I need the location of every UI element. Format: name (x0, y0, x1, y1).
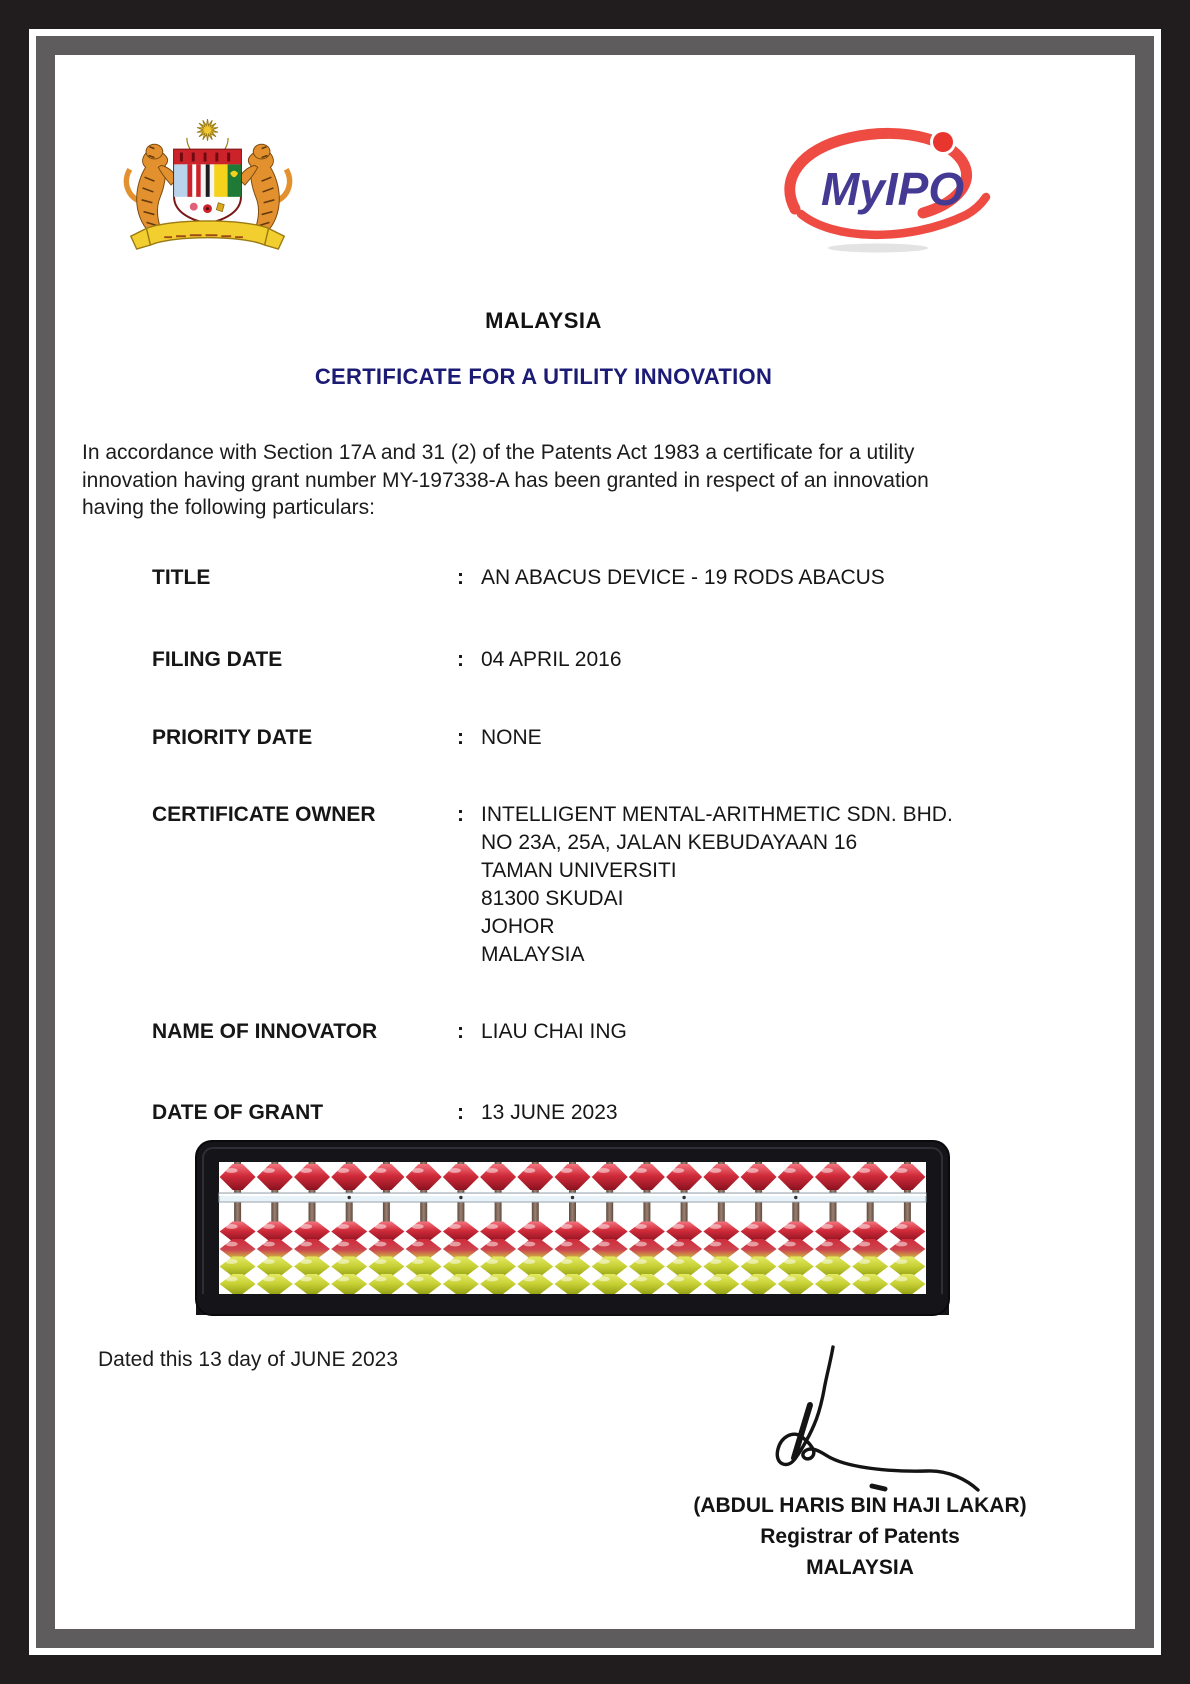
field-label: PRIORITY DATE (152, 726, 313, 749)
signature-image (695, 1330, 1005, 1500)
owner-line: JOHOR (481, 915, 555, 938)
signatory-block (660, 1490, 1060, 1583)
shield-icon (174, 150, 241, 224)
malaysia-coat-of-arms (117, 113, 299, 263)
country-title: MALAYSIA (485, 308, 602, 333)
field-label: TITLE (152, 566, 211, 589)
field-colon: : (457, 1101, 464, 1124)
myipo-dot-icon (933, 132, 953, 152)
federal-star-icon (197, 119, 218, 141)
field-label: CERTIFICATE OWNER (152, 803, 376, 826)
certificate-title: CERTIFICATE FOR A UTILITY INNOVATION (314, 364, 773, 389)
owner-line: INTELLIGENT MENTAL-ARITHMETIC SDN. BHD. (481, 803, 953, 826)
field-colon: : (457, 803, 464, 826)
frame-white-ring (29, 29, 1161, 1655)
myipo-logo (773, 117, 988, 257)
logo-shadow (828, 244, 928, 253)
intro-line: having the following particulars: (82, 496, 375, 519)
owner-line: 81300 SKUDAI (481, 887, 624, 910)
owner-line: MALAYSIA (481, 943, 585, 966)
signature-stroke (872, 1486, 885, 1489)
signatory-role: Registrar of Patents (760, 1525, 960, 1548)
field-label: FILING DATE (152, 648, 283, 671)
field-colon: : (457, 566, 464, 589)
signatory-country: MALAYSIA (806, 1556, 914, 1579)
field-value: LIAU CHAI ING (481, 1020, 627, 1043)
field-value: 04 APRIL 2016 (481, 648, 622, 671)
field-value (481, 801, 1031, 969)
field-value: AN ABACUS DEVICE - 19 RODS ABACUS (481, 566, 885, 589)
field-value: NONE (481, 726, 542, 749)
signatory-name: (ABDUL HARIS BIN HAJI LAKAR) (693, 1494, 1027, 1517)
intro-line: innovation having grant number MY-197338-A has been granted in respect of an innovation (82, 468, 929, 492)
owner-line: TAMAN UNIVERSITI (481, 859, 677, 882)
field-colon: : (457, 648, 464, 671)
myipo-wordmark: MyIPO (821, 163, 965, 215)
field-label: NAME OF INNOVATOR (152, 1020, 378, 1043)
field-colon: : (457, 1020, 464, 1043)
field-colon: : (457, 726, 464, 749)
intro-paragraph (82, 439, 1022, 522)
intro-line: In accordance with Section 17A and 31 (2) of the Patents Act 1983 a certificate for a utility (82, 441, 915, 464)
abacus-image (195, 1140, 950, 1316)
owner-line: NO 23A, 25A, JALAN KEBUDAYAAN 16 (481, 831, 858, 854)
frame-gray-ring (36, 36, 1154, 1648)
dated-line: Dated this 13 day of JUNE 2023 (98, 1348, 399, 1371)
field-label: DATE OF GRANT (152, 1101, 324, 1124)
field-value: 13 JUNE 2023 (481, 1101, 618, 1124)
certificate-content (55, 55, 1135, 1629)
